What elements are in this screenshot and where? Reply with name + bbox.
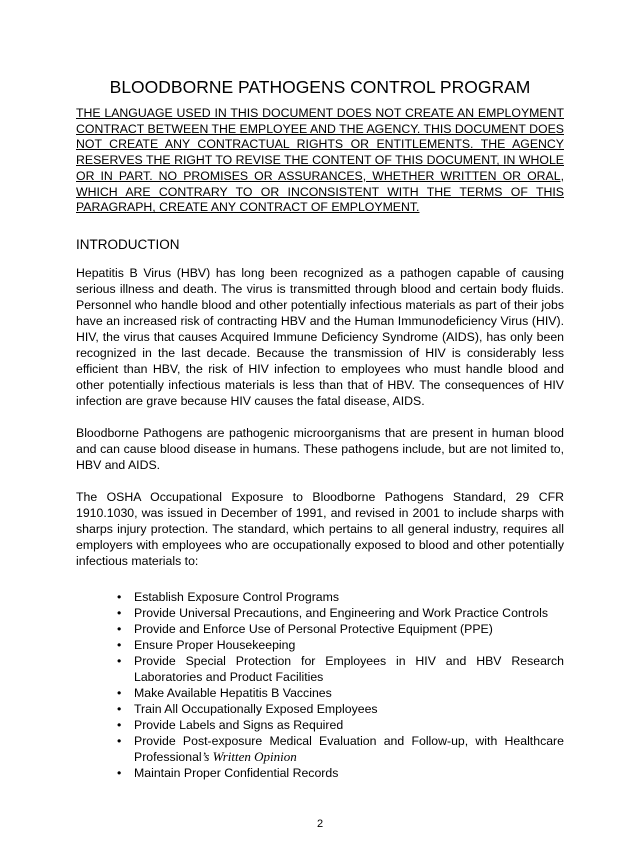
paragraph-hbv-hiv: Hepatitis B Virus (HBV) has long been recognized as a pathogen capable of causing serious illness and death. The virus is transmitted through blood and certain body fluids. Personnel who handle blood and other potentially infectious materials as part of their jobs have an increased risk of contracting HBV and the Human Immunodeficiency Virus (HIV). HIV, the virus that causes Acquired Immune Deficiency Syndrome (AIDS), has only been recognized in the last decade. Because the transmission of HIV is considerably less efficient than HBV, the risk of HIV infection to employees who must handle blood and other potentially infectious materials is less than that of HBV. The consequences of HIV infection are grave because HIV causes the fatal disease, AIDS. bbox=[76, 265, 564, 408]
employment-disclaimer: THE LANGUAGE USED IN THIS DOCUMENT DOES NOT CREATE AN EMPLOYMENT CONTRACT BETWEEN THE EMPLOYEE AND THE AGENCY. THIS DOCUMENT DOES NOT CREATE ANY CONTRACTUAL RIGHTS OR ENTITLEMENTS. THE AGENCY RESERVES THE RIGHT TO REVISE THE CONTENT OF THIS DOCUMENT, IN WHOLE OR IN PART. NO PROMISES OR ASSURANCES, WHETHER WRITTEN OR ORAL, WHICH ARE CONTRARY TO OR INCONSISTENT WITH THE TERMS OF THIS PARAGRAPH, CREATE ANY CONTRACT OF EMPLOYMENT. bbox=[76, 106, 564, 215]
paragraph-osha-standard: The OSHA Occupational Exposure to Bloodborne Pathogens Standard, 29 CFR 1910.1030, was issued in December of 1991, and revised in 2001 to include sharps with sharps injury protection. The standard, which pertains to all general industry, requires all employers with employees who are occupationally exposed to blood and other potentially infectious materials to: bbox=[76, 489, 564, 568]
list-item: • Establish Exposure Control Programs bbox=[134, 589, 564, 605]
list-item-text: Provide Post-exposure Medical Evaluation and Follow-up, with Healthcare Professional bbox=[134, 733, 564, 764]
list-item: • Provide Special Protection for Employees in HIV and HBV Research Laboratories and Product Facilities bbox=[134, 653, 564, 685]
list-item: • Provide Labels and Signs as Required bbox=[134, 717, 564, 733]
paragraph-pathogens-definition: Bloodborne Pathogens are pathogenic microorganisms that are present in human blood and can cause blood disease in humans. These pathogens include, but are not limited to, HBV and AIDS. bbox=[76, 425, 564, 472]
section-heading-introduction: INTRODUCTION bbox=[76, 236, 180, 252]
list-item: • Provide and Enforce Use of Personal Protective Equipment (PPE) bbox=[134, 621, 564, 637]
list-item: • Ensure Proper Housekeeping bbox=[134, 637, 564, 653]
list-item: • Provide Universal Precautions, and Engineering and Work Practice Controls bbox=[134, 605, 564, 621]
list-item: • Maintain Proper Confidential Records bbox=[134, 765, 564, 781]
document-title: BLOODBORNE PATHOGENS CONTROL PROGRAM bbox=[109, 77, 531, 97]
page-number: 2 bbox=[316, 817, 324, 830]
list-item: • Make Available Hepatitis B Vaccines bbox=[134, 685, 564, 701]
list-item: • Train All Occupationally Exposed Employees bbox=[134, 701, 564, 717]
list-item bbox=[134, 733, 564, 765]
requirements-list bbox=[76, 589, 564, 781]
italic-suffix: ’s Written Opinion bbox=[201, 748, 297, 764]
